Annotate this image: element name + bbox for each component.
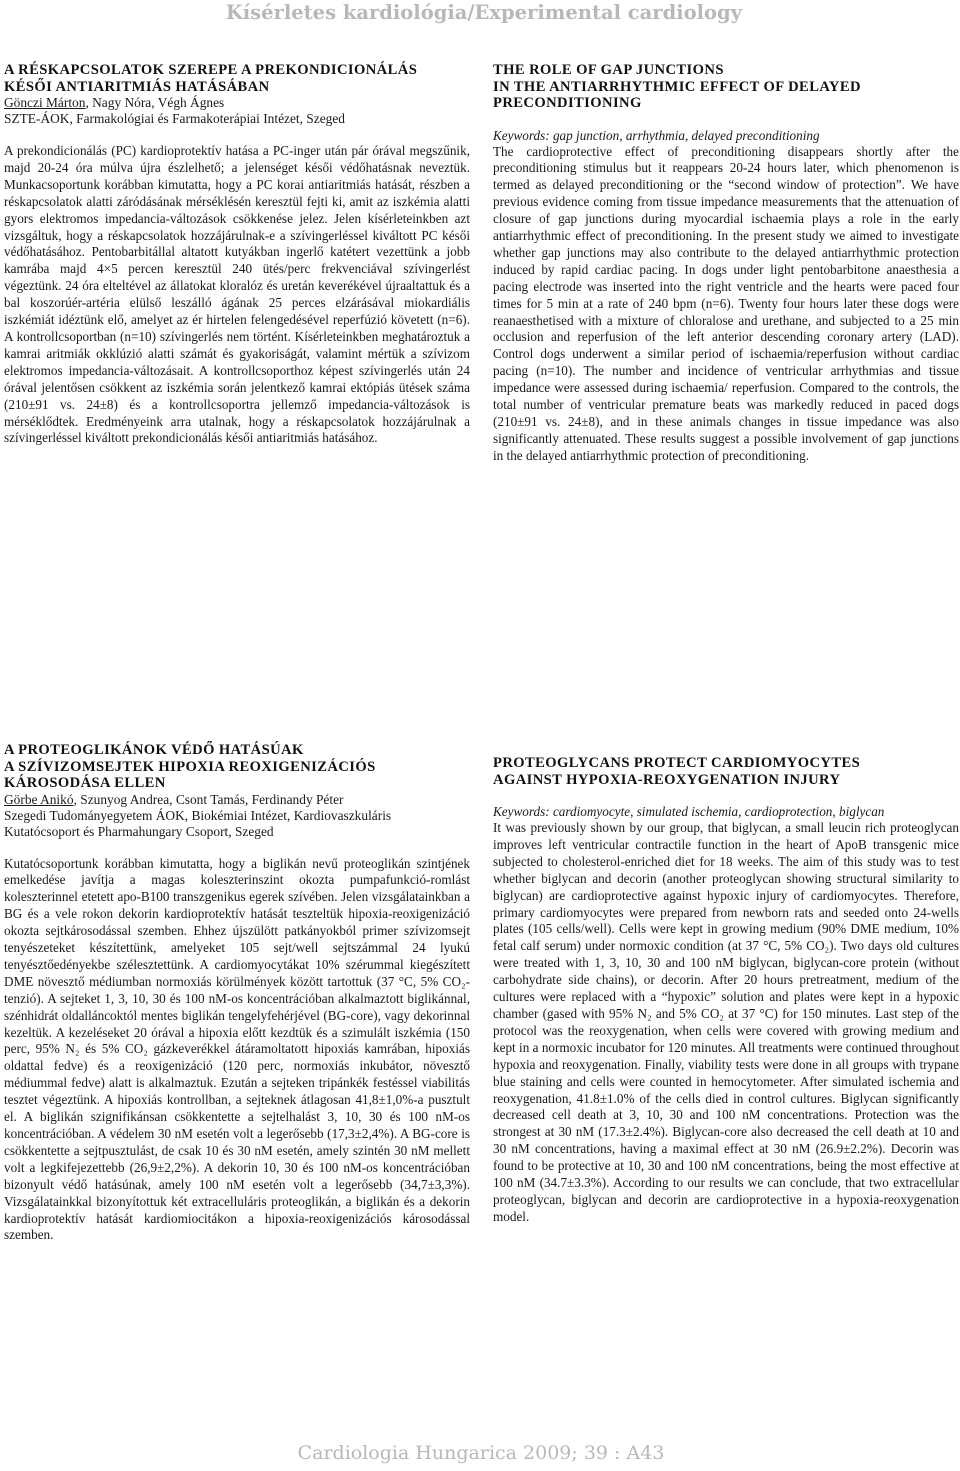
abstract-body: Kutatócsoportunk korábban kimutatta, hogy a biglikán nevű proteoglikán szintjének emelkedése javítja a magas koleszterinszint okozta pumpafunkció-romlást koleszterinnel etetett apo-B100 transzgenikus egerek szívében. Jelen vizsgálatainkban a BG és a vele rokon dekorin kardioprotektív hatását teszteltük hipoxia-reoxigenizáció okozta sejtkárosodással szemben. Ehhez újszülött patkányokból primer szívizomsejt tenyészeteket készítettünk, amelyeket 105 sejt/well sejtszámmal 24 lyukú tenyésztőedényekbe szélesztettünk. A cardiomyocytákat 10% szérummal kiegészített DME növesztő médiumban normoxiás körülmények között tartottuk (37 °C, 5% CO₂-tenzió). A sejteket 1, 3, 10, 30 és 100 nM-os koncentrációban alkalmaztott biglikánnal, szénhidrát oldalláncoktól mentes biglikán tengelyfehérjével (BG-core), vagy dekorinnal kezeltük. A kezeléseket 20 órával a hipoxia előtt kezdtük és a szimulált iszkémia (150 perc, 95% N₂ és 5% CO₂ gázkeverékkel átáramoltatott hipoxiás kamrában, hipoxiás oldattal fedve) és a reoxigenizáció (120 perc, normoxiás inkubátor, növesztő médiummal fedve) alatt is alkalmaztuk. Ezután a sejteken tripánkék festéssel viabilitás tesztet végeztünk. A hipoxiás kontrollban, a sejteknek átlagosan 41,8±1,0%-a pusztult el. A biglikán szignifikánsan csökkentette a sejtelhalást 3, 10, 30 és 100 nM-os koncentrációban. A védelem 30 nM esetén volt a legerősebb (17,3±2,4%). A BG-core is csökkentette a sejtpusztulást, de csak 10 és 30 nM esetén, amely szintén 30 nM mellett volt a legkifejezettebb (26,9±2,2%). A dekorin 10, 30 és 100 nM-os koncentrációban bizonyult védő hatásúnak, amely 100 nM esetén volt a legerősebb (34,7±3,3%). Vizsgálatainkkal bizonyítottuk két extracelluláris proteoglikán, a biglikán és a dekorin kardioprotektív hatását kardiomiocitákon a hipoxia-reoxigenizációs károsodással szemben.: [4, 855, 470, 1243]
abstract-1-english: [493, 62, 959, 465]
journal-citation: Cardiologia Hungarica 2009; 39 : A43: [297, 1442, 665, 1464]
title-line: PROTEOGLYCANS PROTECT CARDIOMYOCYTES: [493, 755, 861, 771]
running-title: Kísérletes kardiológia/Experimental cardiology: [225, 1, 742, 24]
affiliation-line: Kutatócsoport és Pharmahungary Csoport, Szeged: [4, 823, 274, 839]
abstract-body: The cardioprotective effect of preconditioning disappears shortly after the preconditioning stimulus but it reappears 20-24 hours later, which phenomenon is termed as delayed preconditioning or the “second window of protection”. We have previous evidence coming from tissue impedance measurements that the attenuation of closure of gap junctions during myocardial ischaemia plays a role in the early antiarrhythmic effect of preconditioning. In the present study we aimed to investigate whether gap junctions may also contribute to the delayed antiarrhythmic protection induced by rapid cardiac pacing. In dogs under light pentobarbitone anaesthesia a pacing electrode was inserted into the right ventricle and the hearts were paced four times for 5 min at a rate of 240 bpm (n=6). Twenty four hours later these dogs were reanaesthetised with a mixture of chloralose and urethane, and subjected to a 25 min occlusion and reperfusion of the left anterior descending coronary artery (LAD). Control dogs underwent a similar period of ischaemia/reperfusion without cardiac pacing (n=10). The number and incidence of ventricular arrhythmias and tissue impedance were assessed during ischaemia/ reperfusion. Compared to the controls, the total number of ventricular premature beats was markedly reduced in paced dogs (210±91 vs. 24±8), and in these animals changes in tissue impedance was also significantly attenuated. These results suggest a possible involvement of gap junctions in the delayed antiarrhythmic protection of preconditioning.: [493, 143, 959, 463]
affiliation: [4, 808, 470, 840]
title-line: THE ROLE OF GAP JUNCTIONS: [493, 62, 724, 78]
abstract-1-en-title: [493, 62, 959, 112]
author-list: [4, 95, 470, 111]
affiliation: SZTE-ÁOK, Farmakológiai és Farmakoterápiai Intézet, Szeged: [4, 111, 345, 126]
co-authors: , Nagy Nóra, Végh Ágnes: [85, 95, 225, 110]
title-line: A SZÍVIZOMSEJTEK HIPOXIA REOXIGENIZÁCIÓS: [4, 758, 376, 775]
abstract-2-hungarian: [4, 742, 470, 1244]
presenting-author: Gönczi Márton: [4, 95, 86, 110]
title-line: IN THE ANTIARRHYTHMIC EFFECT OF DELAYED: [493, 78, 861, 95]
title-line: KÁROSODÁSA ELLEN: [4, 775, 166, 791]
abstract-2-en-title: [493, 755, 959, 788]
title-line: KÉSŐI ANTIARITMIÁS HATÁSÁBAN: [4, 78, 270, 95]
keywords: Keywords: gap junction, arrhythmia, delayed preconditioning: [493, 127, 820, 143]
affiliation-line: Szegedi Tudományegyetem ÁOK, Biokémiai Intézet, Kardiovaszkuláris: [4, 807, 392, 823]
co-authors: , Szunyog Andrea, Csont Tamás, Ferdinandy Péter: [73, 791, 344, 807]
presenting-author: Görbe Anikó: [4, 791, 74, 807]
abstract-body: It was previously shown by our group, that biglycan, a small leucin rich proteoglycan improves left ventricular contractile function in the heart of ApoB transgenic mice subjected to cholesterol-enriched diet for 18 weeks. The aim of this study was to test whether biglycan and decorin (another proteoglycan showing structural similarity to biglycan) are cardioprotective against hypoxic injury of cardiomyocytes. Therefore, primary cardiomyocytes were prepared from newborn rats and seeded onto 24-wells plates (105 cells/well). Cells were kept in growing medium (90% DME medium, 10% fetal calf serum) under normoxic condition (at 37 °C, 5% CO₂). Two days old cultures were treated with 1, 3, 10, 30 and 100 nM biglycan, biglycan-core protein (without carbohydrate side chains), or decorin. After 20 hours pretreatment, medium of the cultures were replaced with a “hypoxic” solution and plates were kept in a hypoxic chamber (gased with 95% N₂ and 5% CO₂ at 37 °C) for 150 minutes. Last step of the protocol was the reoxygenation, when cells were covered with growing medium and kept in a normoxic incubator for 120 minutes. All treatments were continued throughout hypoxia and reoxygenation. Finally, viability tests were done in all groups with trypane blue staining and cells were counted in hemocytometer. After simulated ischemia and reoxygenation, 41.8±1.0% of the cells died in control cultures. Biglycan significantly decreased cell death at 3, 10, 30 and 100 nM concentrations. Protection was the strongest at 30 nM (17.3±2.4%). Biglycan-core also decreased the cell death at 10 and 30 nM concentrations, having a maximal effect at 30 nM (26.9±2.2%). Decorin was found to be protective at 10, 30 and 100 nM concentrations, being the most effective at 100 nM (34.7±3.3%). According to our results we can conclude, that two extracellular proteoglycan, biglycan and decorin are cardioprotective in a hypoxia-reoxygenation model.: [493, 820, 959, 1224]
title-line: PRECONDITIONING: [493, 95, 642, 111]
abstract-1-hungarian: [4, 62, 470, 447]
keywords: Keywords: cardiomyocyte, simulated ischemia, cardioprotection, biglycan: [493, 804, 885, 819]
abstract-body: A prekondicionálás (PC) kardioprotektív hatása a PC-inger után pár órával megszűnik, majd 20-24 óra múlva újra észlelhető; a jelenséget késői védőhatásnak neveztük. Munkacsoportunk korábban kimutatta, hogy a PC korai antiaritmiás hatását, részben a réskapcsolatok alatti záródásának mérséklésén keresztül fejti ki, amit az iszkémia alatti gyors elektromos impedancia-változások csökkenése jelez. Jelen kísérleteinkben azt vizsgáltuk, hogy a réskapcsolatok hozzájárulnak-e a szívingerléssel kiváltott PC késői védőhatásához. Pentobarbitállal altatott kutyákban ingerlő katétert vezettünk a jobb kamrába majd 4×5 percen keresztül 240 ütés/perc frekvenciával szívingerlést végeztünk. 24 óra elteltével az állatokat kloralóz és uretán keverékével újraaltattuk és a bal koszorúér-artéria elülső leszálló ágának 25 perces elzárásával miokardiális iszkémiát idéztünk elő, amelyet az ér hirtelen felengedésével reperfúzió követett (n=6). A kontrollcsoportban (n=10) szívingerlés nem történt. Kísérleteinkben meghatároztuk a kamrai aritmiák okklúzió alatti számát és gyakoriságát, valamint mértük a szívizom elektromos impedancia-változásait. A kontrollcsoporthoz képest szívingerlés után 24 órával jelentősen csökkent az iszkémia során jelentkező kamrai ektópiás ütések száma (210±91 vs. 24±8) és a kontrollcsoportra jellemző impedancia-változások is mérséklődtek. Eredményeink arra utalnak, hogy a réskapcsolatok hozzájárulnak a szívingerléssel kiváltott prekondicionálás késői antiaritmiás hatásához.: [4, 143, 470, 446]
abstract-1-hu-title: [4, 62, 470, 95]
title-line: AGAINST HYPOXIA-REOXYGENATION INJURY: [493, 771, 841, 788]
author-list: [4, 792, 470, 808]
abstract-2-english: [493, 755, 959, 1226]
abstract-2-hu-title: [4, 742, 470, 792]
title-line: A PROTEOGLIKÁNOK VÉDŐ HATÁSÚAK: [4, 742, 304, 758]
title-line: A RÉSKAPCSOLATOK SZEREPE A PREKONDICIONÁLÁS: [4, 62, 418, 78]
